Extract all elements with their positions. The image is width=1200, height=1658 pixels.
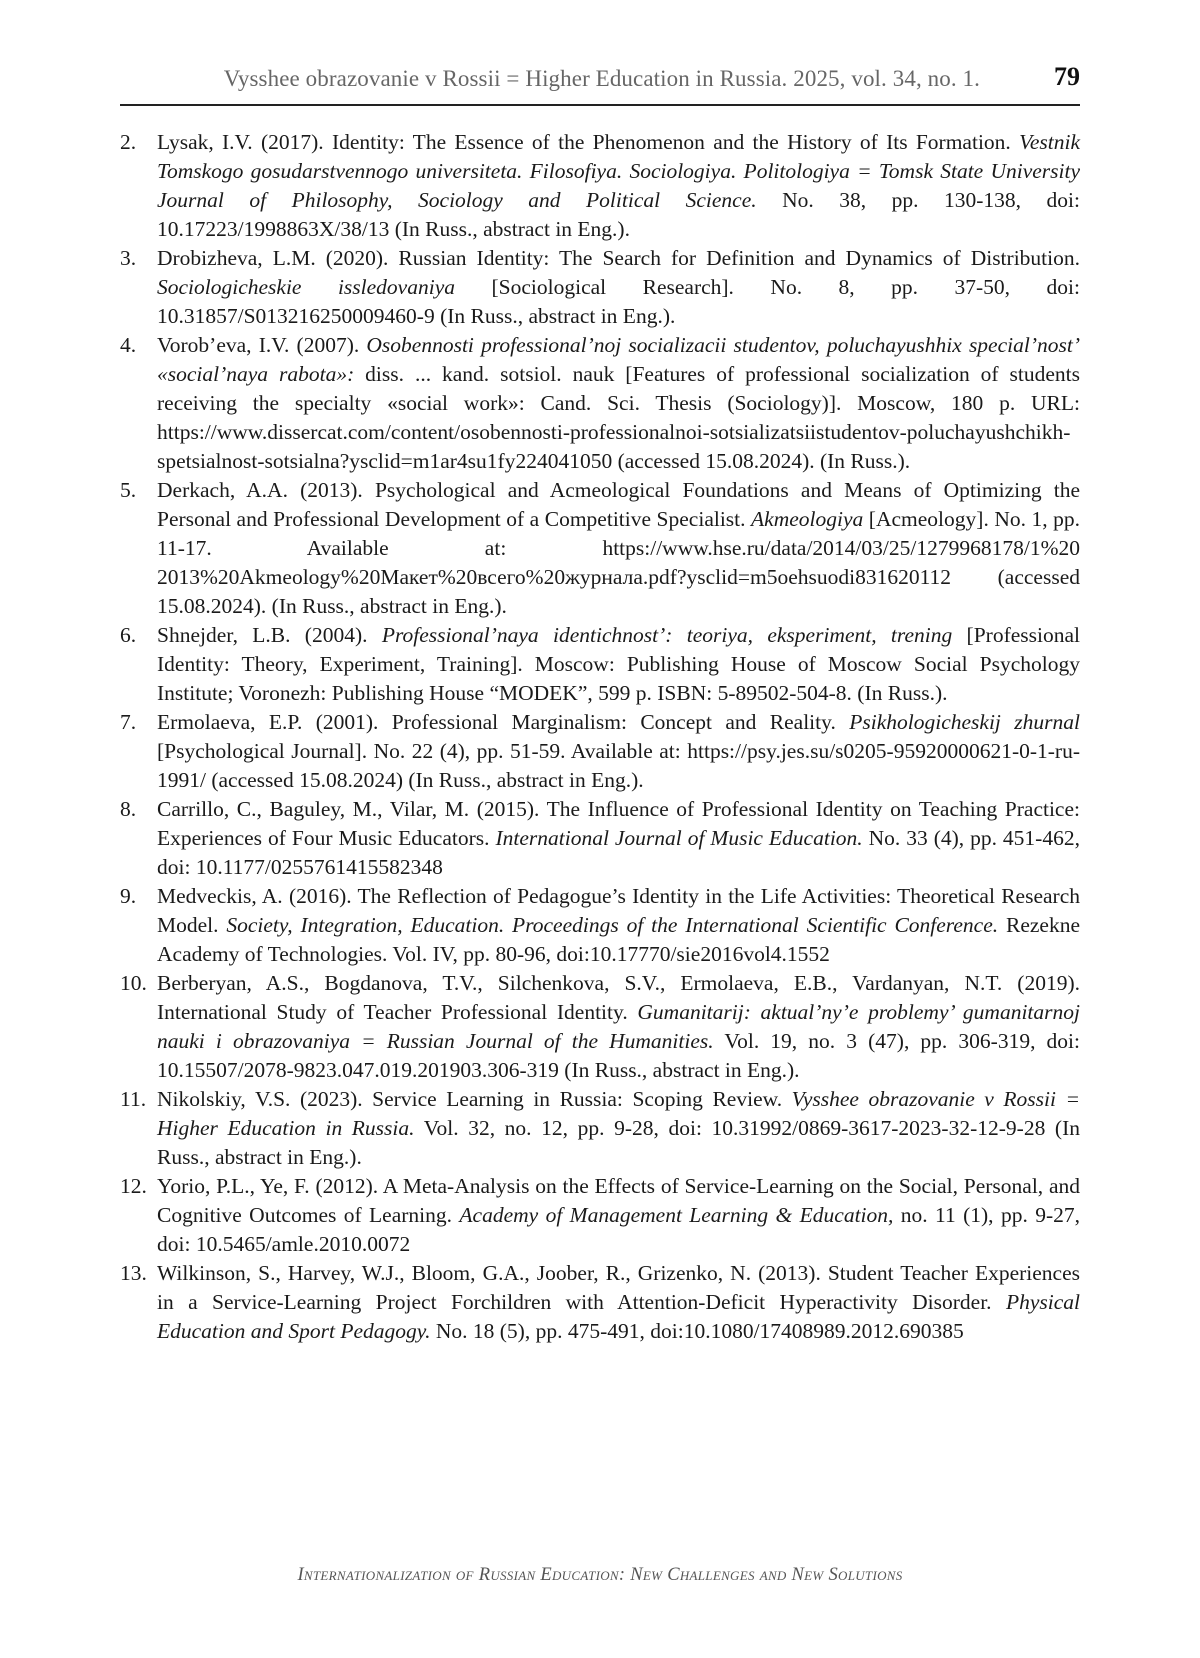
reference-details: no. 11 (1), pp. 9-27, doi: 10.5465/amle.2010.0072 (157, 1203, 1080, 1256)
reference-item (120, 244, 1080, 331)
reference-details: No. 18 (5), pp. 475-491, doi:10.1080/17408989.2012.690385 (430, 1319, 964, 1343)
running-head (120, 62, 1080, 102)
reference-text: Yorio, P.L., Ye, F. (2012). A Meta-Analysis on the Effects of Service-Learning on the Social, Personal, and Cognitive Outcomes of Learning. (157, 1174, 1080, 1227)
reference-item (120, 621, 1080, 708)
reference-source: Physical Education and Sport Pedagogy. (157, 1290, 1080, 1343)
reference-item (120, 795, 1080, 882)
reference-number: 9. (120, 884, 137, 908)
reference-source: Sociologicheskie issledovaniya (157, 275, 455, 299)
reference-number: 12. (120, 1174, 147, 1198)
reference-source: Psikhologicheskij zhurnal (849, 710, 1080, 734)
reference-item (120, 331, 1080, 476)
reference-item (120, 128, 1080, 244)
reference-item (120, 1172, 1080, 1259)
reference-text: Medveckis, A. (2016). The Reflection of Pedagogue’s Identity in the Life Activities: Theoretical Research Model. (157, 884, 1080, 937)
reference-text: Shnejder, L.B. (2004). (157, 623, 382, 647)
reference-item (120, 882, 1080, 969)
page-number: 79 (1054, 62, 1080, 91)
reference-number: 13. (120, 1261, 147, 1285)
reference-text: Vorob’eva, I.V. (2007). (157, 333, 367, 357)
reference-item (120, 1259, 1080, 1346)
reference-source: Akmeologiya (751, 507, 864, 531)
reference-source: International Journal of Music Education. (495, 826, 863, 850)
reference-number: 7. (120, 710, 137, 734)
reference-number: 3. (120, 246, 137, 270)
reference-source: Vestnik Tomskogo gosudarstvennogo universiteta. Filosofiya. Sociologiya. Politologiya = Tomsk State University Journal of Philosophy, Sociology and Political Science. (157, 130, 1080, 212)
reference-source: Professional’naya identichnost’: teoriya, eksperiment, trening (381, 623, 953, 647)
reference-details: No. 33 (4), pp. 451-462, doi: 10.1177/0255761415582348 (157, 826, 1080, 879)
reference-text: Carrillo, C., Baguley, M., Vilar, M. (2015). The Influence of Professional Identity on Teaching Practice: Experiences of Four Music Educators. (157, 797, 1080, 850)
running-footer: Internationalization of Russian Education: New Challenges and New Solutions (297, 1565, 903, 1585)
journal-title: Vysshee obrazovanie v Rossii = Higher Education in Russia. 2025, vol. 34, no. 1. (223, 66, 980, 91)
reference-number: 6. (120, 623, 137, 647)
reference-number: 10. (120, 971, 147, 995)
reference-text: Ermolaeva, E.P. (2001). Professional Marginalism: Concept and Reality. (157, 710, 850, 734)
reference-text: Drobizheva, L.M. (2020). Russian Identity: The Search for Definition and Dynamics of Distribution. (157, 246, 1080, 270)
reference-details: Vol. 19, no. 3 (47), pp. 306-319, doi: 10.15507/2078-9823.047.019.201903.306-319 (In Russ., abstract in Eng.). (157, 1029, 1080, 1082)
reference-source: Society, Integration, Education. Proceedings of the International Scientific Conference. (226, 913, 999, 937)
reference-details: [Psychological Journal]. No. 22 (4), pp. 51-59. Available at: https://psy.jes.su/s0205-95920000621-0-1-ru-1991/ (accessed 15.08.2024) (In Russ., abstract in Eng.). (157, 739, 1080, 792)
reference-details: Vol. 32, no. 12, pp. 9-28, doi: 10.31992/0869-3617-2023-32-12-9-28 (In Russ., abstract in Eng.). (157, 1116, 1080, 1169)
reference-text: Derkach, A.A. (2013). Psychological and Acmeological Foundations and Means of Optimizing the Personal and Professional Development of a Competitive Specialist. (157, 478, 1080, 531)
reference-text: Nikolskiy, V.S. (2023). Service Learning in Russia: Scoping Review. (157, 1087, 792, 1111)
reference-number: 2. (120, 130, 137, 154)
reference-source: Vysshee obrazovanie v Rossii = Higher Education in Russia. (157, 1087, 1080, 1140)
reference-source: Osobennosti professional’noj socializacii studentov, poluchayushhix special’nost’ «social’naya rabota»: (157, 333, 1081, 386)
reference-text: Berberyan, A.S., Bogdanova, T.V., Silchenkova, S.V., Ermolaeva, E.B., Vardanyan, N.T. (2019). International Study of Teacher Professional Identity. (157, 971, 1080, 1024)
reference-details: No. 38, pp. 130-138, doi: 10.17223/1998863X/38/13 (In Russ., abstract in Eng.). (157, 188, 1080, 241)
reference-details: [Sociological Research]. No. 8, pp. 37-50, doi: 10.31857/S013216250009460-9 (In Russ., abstract in Eng.). (157, 275, 1080, 328)
reference-details: [Acmeology]. No. 1, pp. 11-17. Available at: https://www.hse.ru/data/2014/03/25/1279968178/1%20 2013%20Akmeology%20Макет%20всего%20журнала.pdf?ysclid=m5oehsuodi831620112 (accessed 15.08.2024). (In Russ., abstract in Eng.). (157, 507, 1081, 618)
reference-source: Academy of Management Learning & Education, (459, 1203, 894, 1227)
reference-item (120, 1085, 1080, 1172)
reference-list (120, 128, 1080, 1346)
reference-details: [Professional Identity: Theory, Experiment, Training]. Moscow: Publishing House of Moscow Social Psychology Institute; Voronezh: Publishing House “MODEK”, 599 p. ISBN: 5-89502-504-8. (In Russ.). (157, 623, 1081, 705)
reference-text: Wilkinson, S., Harvey, W.J., Bloom, G.A., Joober, R., Grizenko, N. (2013). Student Teacher Experiences in a Service-Learning Project Forchildren with Attention-Deficit Hyperactivity Disorder. (157, 1261, 1080, 1314)
reference-item (120, 969, 1080, 1085)
reference-number: 5. (120, 478, 137, 502)
reference-number: 8. (120, 797, 137, 821)
header-divider (120, 104, 1080, 106)
reference-number: 4. (120, 333, 137, 357)
reference-details: Rezekne Academy of Technologies. Vol. IV, pp. 80-96, doi:10.17770/sie2016vol4.1552 (157, 913, 1080, 966)
reference-details: diss. ... kand. sotsiol. nauk [Features of professional socialization of students receiving the specialty «social work»: Cand. Sci. Thesis (Sociology)]. Moscow, 180 p. URL: https://www.dissercat.com/content/osobennosti-professionalnoi-sotsializatsiistudentov-poluchayushchikh-spetsialnost-sotsialna?ysclid=m1ar4su1fy224041050 (accessed 15.08.2024). (In Russ.). (157, 362, 1080, 473)
reference-source: Gumanitarij: aktual’ny’e problemy’ gumanitarnoj nauki i obrazovaniya = Russian Journal of the Humanities. (157, 1000, 1080, 1053)
reference-item (120, 708, 1080, 795)
reference-text: Lysak, I.V. (2017). Identity: The Essence of the Phenomenon and the History of Its Formation. (157, 130, 1020, 154)
reference-item (120, 476, 1080, 621)
reference-number: 11. (120, 1087, 147, 1111)
